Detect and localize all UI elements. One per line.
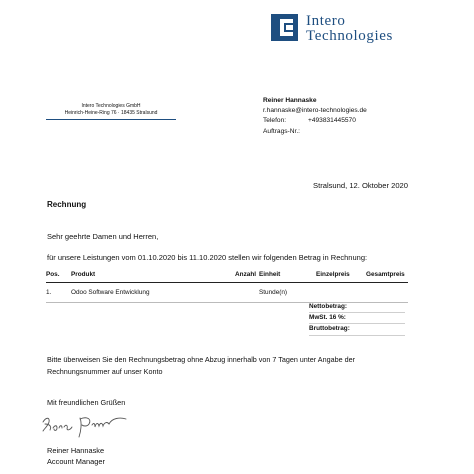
cell-unit: Stunde(n) — [259, 289, 288, 296]
signature-image — [40, 413, 132, 443]
col-unit-price: Einzelpreis — [316, 271, 350, 278]
cell-unit-price — [316, 289, 366, 296]
intro-text: für unsere Leistungen vom 01.10.2020 bis 11.10.2020 stellen wir folgenden Betrag in Rechnung: — [47, 253, 368, 262]
sender-divider — [46, 119, 176, 120]
col-total-price: Gesamtpreis — [366, 271, 405, 278]
cell-product: Odoo Software Entwicklung — [71, 289, 150, 296]
vat-label: MwSt. 16 %: — [309, 313, 405, 324]
cell-total-price — [366, 289, 408, 296]
col-product: Produkt — [71, 271, 96, 278]
col-unit: Einheit — [259, 271, 281, 278]
col-pos: Pos. — [46, 271, 60, 278]
table-row — [46, 283, 408, 303]
contact-block — [263, 96, 367, 137]
phone-label: Telefon: — [263, 117, 287, 125]
payment-note: Bitte überweisen Sie den Rechnungsbetrag ohne Abzug innerhalb von 7 Tagen unter Angabe der Rechnungsnummer auf unser Konto — [47, 355, 355, 376]
contact-phone-row — [263, 116, 367, 126]
contact-name: Reiner Hannaske — [263, 97, 317, 104]
signer-block — [47, 445, 105, 467]
totals-block — [309, 302, 405, 336]
net-amount-label: Nettobetrag: — [309, 302, 405, 313]
logo-text-line1: Intero — [306, 13, 346, 29]
cell-pos: 1. — [46, 289, 52, 296]
document-date: Stralsund, 12. Oktober 2020 — [313, 181, 408, 190]
col-amount: Anzahl — [235, 271, 256, 278]
table-header — [46, 268, 408, 283]
order-label: Auftrags-Nr.: — [263, 127, 301, 135]
phone-value: +493831445570 — [308, 117, 356, 125]
signer-role: Account Manager — [47, 457, 105, 466]
closing-greeting: Mit freundlichen Grüßen — [47, 398, 126, 407]
contact-order-row — [263, 127, 367, 137]
document-title: Rechnung — [47, 200, 87, 209]
logo-text-line2: Technologies — [306, 28, 393, 44]
sender-line2: Heinrich-Heine-Ring 76 · 18435 Stralsund — [64, 110, 158, 116]
intero-logo-icon — [271, 14, 298, 41]
invoice-table — [46, 268, 408, 303]
salutation: Sehr geehrte Damen und Herren, — [47, 232, 159, 241]
sender-address — [46, 103, 176, 117]
cell-amount — [219, 289, 256, 296]
signer-name: Reiner Hannaske — [47, 446, 105, 455]
sender-line1: Intero Technologies GmbH — [81, 103, 141, 109]
contact-email[interactable]: r.hannaske@intero-technologies.de — [263, 107, 367, 115]
company-logo — [271, 14, 451, 46]
gross-amount-label: Bruttobetrag: — [309, 324, 405, 335]
